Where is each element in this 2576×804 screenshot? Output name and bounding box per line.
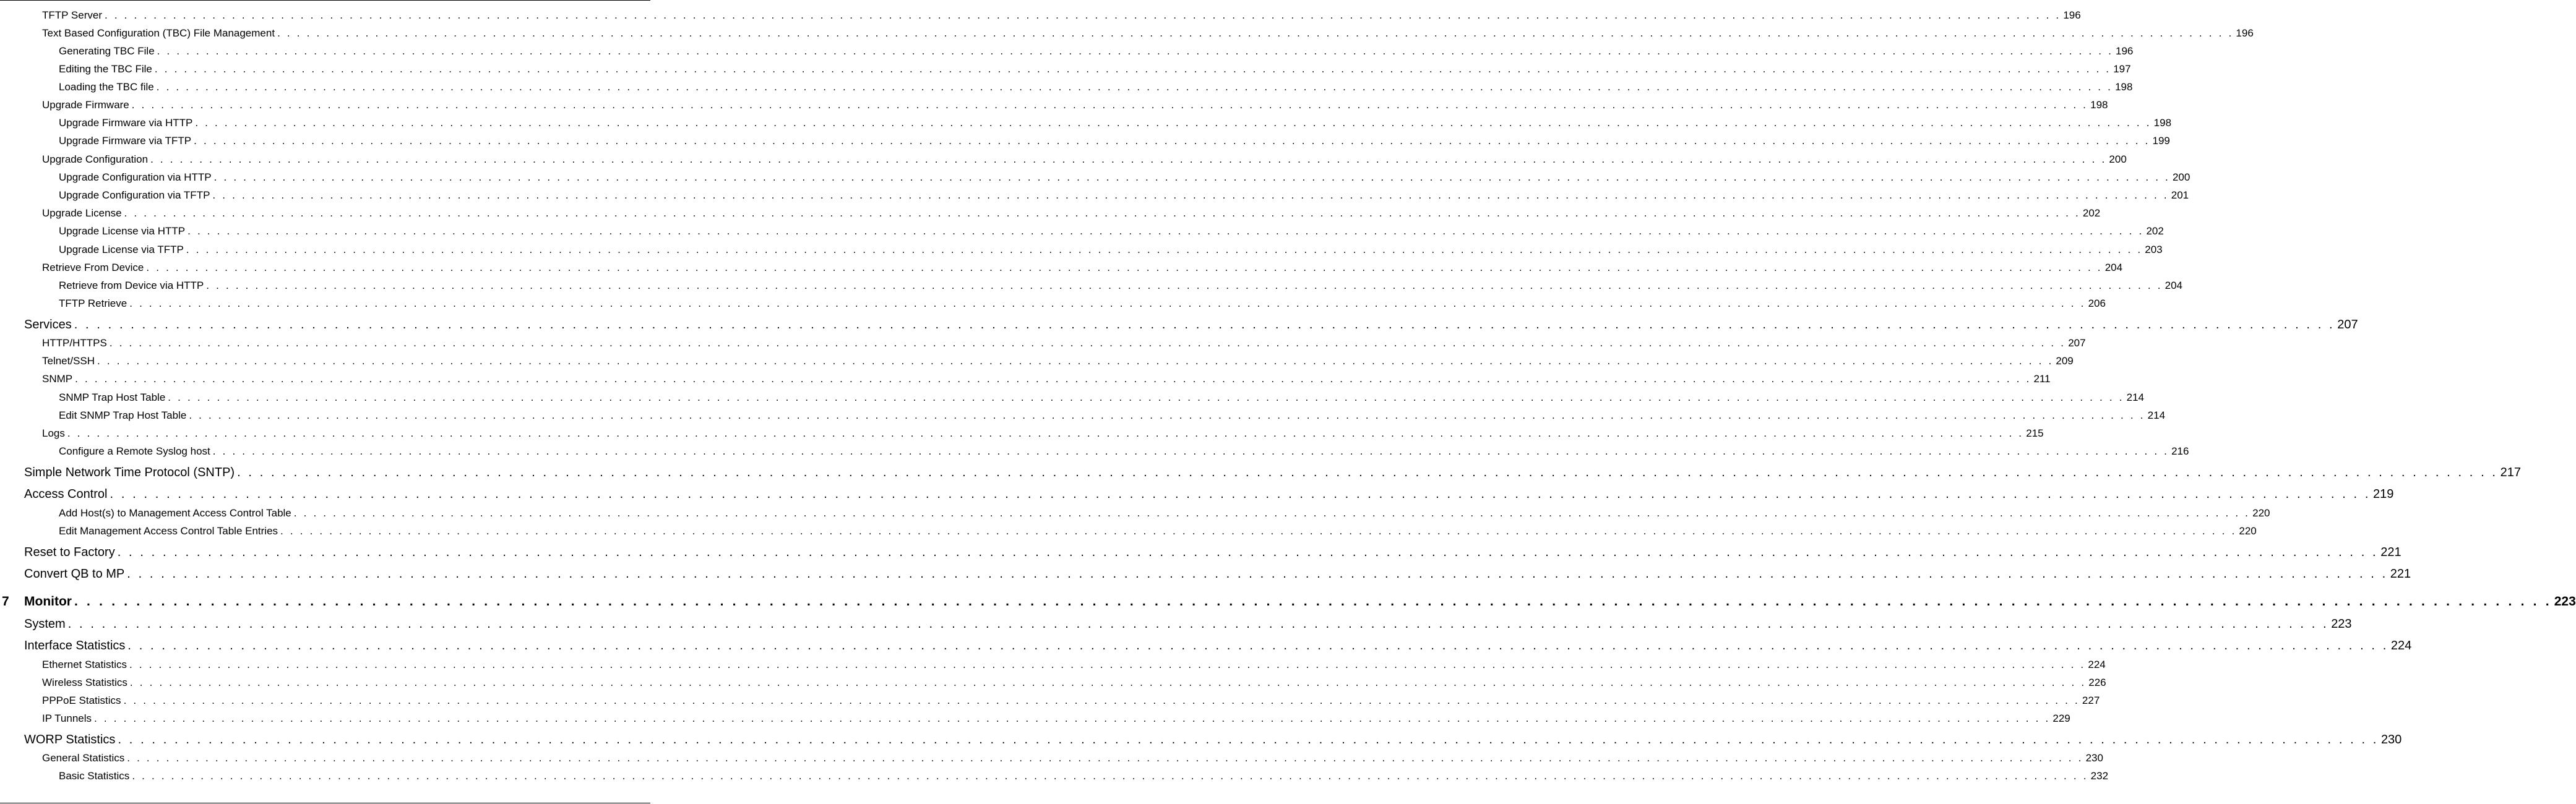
toc-entry[interactable] [59, 409, 2166, 421]
toc-entry-page: 198 [2090, 99, 2108, 111]
toc-entry[interactable] [42, 337, 2086, 349]
toc-entry-title: SNMP [42, 373, 73, 385]
toc-entry[interactable] [42, 373, 2051, 385]
toc-entry-title: Wireless Statistics [42, 677, 127, 688]
toc-entry[interactable] [24, 318, 2358, 331]
toc-entry-title: WORP Statistics [24, 733, 116, 746]
dot-leader: . . . . . . . . . . . . . . . . . . . . . . . . . . . . . . . . . . . . . . . . . . . . . . . . . . . . . . . . . . . . . . . . . . . . . . . . . . . . . . . . . . . . . . . . . . . . . . . . . . . . . . . . . . . . . . . . . . . . . . . . . . . . . . . . . . . . . . . . . . . . . . . . . . . . . . . . . . . . . . . . . . . . . . . . . . . . . . . . . . . . . . . . . . . . . . . . . . . . . . . . [187, 225, 2144, 237]
toc-entry-page: 226 [2088, 677, 2106, 688]
toc-entry-title: Upgrade License [42, 207, 122, 219]
toc-entry[interactable] [42, 712, 2070, 724]
dot-leader: . . . . . . . . . . . . . . . . . . . . . . . . . . . . . . . . . . . . . . . . . . . . . . . . . . . . . . . . . . . . . . . . . . . . . . . . . . . . . . . . . . . . . . . . . . . . . . . . . . . . . . . . . . . . . . . . . . . . . . . . . . . . . . . . . . . . . . . . . . . . . . . . . . . . . . . . . . . . . . . . . . . . . . . . . . . . . . . . . . . . . . . . . . . . . . . . . . . . . . . . [194, 135, 2150, 147]
toc-entry-title: HTTP/HTTPS [42, 337, 107, 349]
toc-entry-title: Upgrade Firmware via TFTP [59, 135, 192, 147]
toc-entry-title: Telnet/SSH [42, 355, 95, 367]
toc-entry-page: 221 [2390, 567, 2411, 581]
toc-entry[interactable] [24, 567, 2411, 581]
toc-entry-title: Retrieve From Device [42, 262, 144, 273]
toc-entry-page: 216 [2171, 445, 2189, 457]
toc-entry-page: 196 [2236, 27, 2254, 39]
top-rule [0, 0, 650, 1]
toc-entry[interactable] [59, 189, 2189, 201]
dot-leader: . . . . . . . . . . . . . . . . . . . . . . . . . . . . . . . . . . . . . . . . . . . . . . . . . . . . . . . . . . . . . . . . . . . . . . . . . . . . . . . . . . . . . . . . . . . . . . . . . . . . . . . . . . . . . . . . . . . . . . . . . . . . . . . . . . . . . . . . . . . . . . . . . . . . . . . . . . . . . . . . . . . . . . . . . . . . . . . . . . . . . . . . . . . . . . . . . . . . . . . . [195, 117, 2152, 129]
toc-entry-title: SNMP Trap Host Table [59, 391, 166, 403]
dot-leader: . . . . . . . . . . . . . . . . . . . . . . . . . . . . . . . . . . . . . . . . . . . . . . . . . . . . . . . . . . . . . . . . . . . . . . . . . . . . . . . . . . . . . . . . . . . . . . . . . . . . . . . . . . . . . . . . . . . . . . . . . . . . . . . . . . . . . . . . . . . . . . . . . . . . . . . . . . . . . . . . . . . . . . . . . . . . . . . . . . . . . . . . . . . . . . . . . . . . . . . . [124, 207, 2080, 219]
dot-leader: . . . . . . . . . . . . . . . . . . . . . . . . . . . . . . . . . . . . . . . . . . . . . . . . . . . . . . . . . . . . . . . . . . . . . . . . . . . . . . . . . . . . . . . . . . . . . . . . . . . . . . . . . . . . . . . . . . . . . . . . . . . . . . . . . . . . . . . . . . . . . . . . . . . . . . . . . . . . . . . . . . . . . . . . . . . . . . . . . . . . . . . . . . . . . . . . . . . . . . . . [131, 99, 2088, 111]
dot-leader: . . . . . . . . . . . . . . . . . . . . . . . . . . . . . . . . . . . . . . . . . . . . . . . . . . . . . . . . . . . . . . . . . . . . . . . . . . . . . . . . . . . . . . . . . . . . . . . . . . . . . . . . . . . . . . . . . . . . . . . . . . . . . . . . . . . . . . . . . . . . . . . . . . . . . . . . . . . . . . . . . . . . . . . . . . . . . . . . . . . . . . . . . . . . . . . . . . . . . . . . [212, 189, 2169, 201]
toc-entry-title: Upgrade License via TFTP [59, 244, 184, 255]
toc-entry-title: IP Tunnels [42, 712, 92, 724]
toc-entry-page: 227 [2082, 695, 2100, 706]
toc-entry-page: 223 [2331, 617, 2352, 631]
toc-entry[interactable] [24, 617, 2352, 631]
toc-entry[interactable] [42, 677, 2106, 688]
toc-entry-title: Services [24, 318, 72, 331]
toc-entry[interactable] [59, 525, 2257, 537]
toc-entry-page: 229 [2053, 712, 2070, 724]
toc-entry[interactable] [42, 695, 2100, 706]
dot-leader: . . . . . . . . . . . . . . . . . . . . . . . . . . . . . . . . . . . . . . . . . . . . . . . . . . . . . . . . . . . . . . . . . . . . . . . . . . . . . . . . . . . . . . . . . . . . . . . . . . . . . . . . . . . . . . . . . . . . . . . . . . . . . . . . . . . . . . . . . . . . . . . . . . . . . . . . . . . . . . . . . . . . . . . . . . . . . . . . . . . . . . . . . . . . . . . . . . . . . . . . [129, 659, 2086, 670]
toc-entry-title: Interface Statistics [24, 639, 126, 652]
toc-entry-title: Reset to Factory [24, 545, 115, 559]
toc-entry-page: 199 [2152, 135, 2170, 147]
toc-entry[interactable] [24, 487, 2394, 501]
dot-leader: . . . . . . . . . . . . . . . . . . . . . . . . . . . . . . . . . . . . . . . . . . . . . . . . . . . . . . . . . . . . . . . . . . . . . . . . . . . . . . . . . . . . . . . . . . . . . . . . . . . . . . . . . . . . . . . . . . . . . . . . . . . . . . . . . . . . . . . . . . . . . . . . . . . . . . . . . . . . . . . . . . . . . . . . . . . . . . . . . . . . . . . . . . . . . . . . . . . . . . . . [156, 81, 2113, 93]
toc-chapter-entry[interactable] [2, 594, 2576, 609]
toc-entry[interactable] [42, 752, 2103, 764]
toc-entry-title: Add Host(s) to Management Access Control Table [59, 507, 291, 519]
toc-entry-title: Access Control [24, 487, 108, 501]
dot-leader: . . . . . . . . . . . . . . . . . . . . . . . . . . . . . . . . . . . . . . . . . . . . . . . . . . . . . . . . . . . . . . . . . . . . . . . . . . . . . . . . . . . . . . . . . . . . . . . . . . . . . . . . . . . . . . . . . . . . . . . . . . . . . . . . . . . . . . . . . . . . . . . . . . . . . . . . . . . . . . . . . . . . . . . . . . . . . . . . . . . . . . . . . . . . . . . . . . . . . . . . [277, 27, 2234, 39]
toc-entry[interactable] [42, 153, 2127, 165]
dot-leader: . . . . . . . . . . . . . . . . . . . . . . . . . . . . . . . . . . . . . . . . . . . . . . . . . . . . . . . . . . . . . . . . . . . . . . . . . . . . . . . . . . . . . . . . . . . . . . . . . . . . . . . . . . . . . . . . . . . . . . . . . . . . . . . . . . . . . . . . . . . . . . . . . . . . . . . . . . . . . . . . . . . . . . . . . . . . . . . . . . . . . . . . . . . . . . . . . . . . . . . . [129, 677, 2087, 688]
toc-entry-page: 203 [2145, 244, 2163, 255]
toc-entry-page: 230 [2085, 752, 2103, 764]
toc-entry-page: 198 [2153, 117, 2172, 129]
toc-entry-page: 232 [2090, 770, 2109, 782]
toc-entry[interactable] [42, 427, 2044, 439]
toc-entry-title: Upgrade License via HTTP [59, 225, 186, 237]
toc-entry[interactable] [42, 262, 2123, 273]
toc-entry[interactable] [59, 63, 2131, 75]
dot-leader: . . . . . . . . . . . . . . . . . . . . . . . . . . . . . . . . . . . . . . . . . . . . . . . . . . . . . . . . . . . . . . . . . . . . . . . . . . . . . . . . . . . . . . . . . . . . . . . . . . . . . . . . . . . . . . . . . . . . . . . . . . . . . . . . . . . . . . . . . . . . . . . . . . . . . . . . . . . . . . . . . . . . . . . . . . . . . . . . . . . . . . . . . . . . . . . . . . . . . . . . [132, 770, 2088, 782]
toc-entry[interactable] [24, 466, 2521, 479]
toc-entry-page: 201 [2171, 189, 2189, 201]
toc-entry-page: 202 [2082, 207, 2101, 219]
toc-entry-page: 221 [2380, 545, 2402, 559]
toc-entry[interactable] [59, 225, 2164, 237]
toc-entry-page: 209 [2056, 355, 2074, 367]
dot-leader: . . . . . . . . . . . . . . . . . . . . . . . . . . . . . . . . . . . . . . . . . . . . . . . . . . . . . . . . . . . . . . . . . . . . . . . . . . . . . . . . . . . . . . . . . . . . . . . . . . . . . . . . . . . . . . . . . . . . . . . . . . . . . . . . . . . . . . . . . . . . . . . . . . . . . . . . . . . . . . . . . . . . . . . . . . . . . . . . . . . . . . . . . . . . . . . . . . . . . . . . [118, 733, 2379, 746]
toc-entry-page: 196 [2063, 9, 2081, 21]
toc-entry[interactable] [42, 99, 2108, 111]
toc-entry[interactable] [59, 244, 2163, 255]
toc-entry-title: Upgrade Configuration via TFTP [59, 189, 210, 201]
toc-entry[interactable] [59, 445, 2189, 457]
toc-entry-title: General Statistics [42, 752, 125, 764]
dot-leader: . . . . . . . . . . . . . . . . . . . . . . . . . . . . . . . . . . . . . . . . . . . . . . . . . . . . . . . . . . . . . . . . . . . . . . . . . . . . . . . . . . . . . . . . . . . . . . . . . . . . . . . . . . . . . . . . . . . . . . . . . . . . . . . . . . . . . . . . . . . . . . . . . . . . . . . . . . . . . . . . . . . . . . . . . . . . . . . . . . . . . . . . . . . . . . . . . . . . . . . . [127, 639, 2389, 652]
toc-entry[interactable] [59, 45, 2134, 57]
toc-entry-title: Edit Management Access Control Table Entries [59, 525, 278, 537]
toc-entry[interactable] [42, 355, 2074, 367]
dot-leader: . . . . . . . . . . . . . . . . . . . . . . . . . . . . . . . . . . . . . . . . . . . . . . . . . . . . . . . . . . . . . . . . . . . . . . . . . . . . . . . . . . . . . . . . . . . . . . . . . . . . . . . . . . . . . . . . . . . . . . . . . . . . . . . . . . . . . . . . . . . . . . . . . . . . . . . . . . . . . . . . . . . . . . . . . . . . . . . . . . . . . . . . . . . . . . . . . . . . . . . . [293, 507, 2251, 519]
toc-entry-title: TFTP Retrieve [59, 297, 127, 309]
dot-leader: . . . . . . . . . . . . . . . . . . . . . . . . . . . . . . . . . . . . . . . . . . . . . . . . . . . . . . . . . . . . . . . . . . . . . . . . . . . . . . . . . . . . . . . . . . . . . . . . . . . . . . . . . . . . . . . . . . . . . . . . . . . . . . . . . . . . . . . . . . . . . . . . . . . . . . . . . . . . . . . . . . . . . . . . . . . . . . . . . . . . . . . . . . . . . . . . . . . . . . . . [146, 262, 2103, 273]
dot-leader: . . . . . . . . . . . . . . . . . . . . . . . . . . . . . . . . . . . . . . . . . . . . . . . . . . . . . . . . . . . . . . . . . . . . . . . . . . . . . . . . . . . . . . . . . . . . . . . . . . . . . . . . . . . . . . . . . . . . . . . . . . . . . . . . . . . . . . . . . . . . . . . . . . . . . . . . . . . . . . . . . . . . . . . . . . . . . . . . . . . . . . . . . . . . . . . . . . . . . . . . [110, 487, 2371, 501]
toc-entry-page: 214 [2126, 391, 2145, 403]
toc-entry-page: 215 [2026, 427, 2044, 439]
toc-entry-title: Loading the TBC file [59, 81, 154, 93]
toc-entry[interactable] [59, 280, 2182, 291]
dot-leader: . . . . . . . . . . . . . . . . . . . . . . . . . . . . . . . . . . . . . . . . . . . . . . . . . . . . . . . . . . . . . . . . . . . . . . . . . . . . . . . . . . . . . . . . . . . . . . . . . . . . . . . . . . . . . . . . . . . . . . . . . . . . . . . . . . . . . . . . . . . . . . . . . . . . . . . . . . . . . . . . . . . . . . . . . . . . . . . . . . . . . . . . . . . . . . . . . . . . . . . . [127, 752, 2083, 764]
toc-entry-page: 202 [2146, 225, 2164, 237]
dot-leader: . . . . . . . . . . . . . . . . . . . . . . . . . . . . . . . . . . . . . . . . . . . . . . . . . . . . . . . . . . . . . . . . . . . . . . . . . . . . . . . . . . . . . . . . . . . . . . . . . . . . . . . . . . . . . . . . . . . . . . . . . . . . . . . . . . . . . . . . . . . . . . . . . . . . . . . . . . . . . . . . . . . . . . . . . . . . . . . . . . . . . . . . . . . . . . . . . . . . . . . . [67, 617, 2329, 631]
toc-entry-page: 197 [2113, 63, 2131, 75]
toc-entry-page: 200 [2172, 171, 2190, 183]
toc-entry-page: 220 [2239, 525, 2257, 537]
dot-leader: . . . . . . . . . . . . . . . . . . . . . . . . . . . . . . . . . . . . . . . . . . . . . . . . . . . . . . . . . . . . . . . . . . . . . . . . . . . . . . . . . . . . . . . . . . . . . . . . . . . . . . . . . . . . . . . . . . . . . . . . . . . . . . . . . . . . . . . . . . . . . . . . . . . . . . . . . . . . . . . . . . . . . . . . . . . . . . . . . . . . . . . . . . . . . . . . . . . . . . . . [117, 545, 2379, 559]
toc-entry-page: 230 [2380, 733, 2402, 746]
toc-entry-page: 206 [2088, 297, 2106, 309]
toc-entry-title: Text Based Configuration (TBC) File Management [42, 27, 275, 39]
dot-leader: . . . . . . . . . . . . . . . . . . . . . . . . . . . . . . . . . . . . . . . . . . . . . . . . . . . . . . . . . . . . . . . . . . . . . . . . . . . . . . . . . . . . . . . . . . . . . . . . . . . . . . . . . . . . . . . . . . . . . . . . . . . . . . . . . . . . . . . . . . . . . . . . . . . . . . . . . . . . . . . . . . . . . . . . . . . . . . . . . . . . . . . . . . . . . . . . . . . . . . . . [109, 337, 2066, 349]
toc-entry-title: Edit SNMP Trap Host Table [59, 409, 187, 421]
toc-entry[interactable] [59, 135, 2170, 147]
toc-entry-title: Monitor [24, 594, 72, 609]
toc-entry-title: Upgrade Firmware via HTTP [59, 117, 193, 129]
toc-entry-title: Upgrade Configuration [42, 153, 149, 165]
dot-leader: . . . . . . . . . . . . . . . . . . . . . . . . . . . . . . . . . . . . . . . . . . . . . . . . . . . . . . . . . . . . . . . . . . . . . . . . . . . . . . . . . . . . . . . . . . . . . . . . . . . . . . . . . . . . . . . . . . . . . . . . . . . . . . . . . . . . . . . . . . . . . . . . . . . . . . . . . . . . . . . . . . . . . . . . . . . . . . . . . . . . . . . . . . . . . . . . . . . . . . . . [186, 244, 2143, 255]
dot-leader: . . . . . . . . . . . . . . . . . . . . . . . . . . . . . . . . . . . . . . . . . . . . . . . . . . . . . . . . . . . . . . . . . . . . . . . . . . . . . . . . . . . . . . . . . . . . . . . . . . . . . . . . . . . . . . . . . . . . . . . . . . . . . . . . . . . . . . . . . . . . . . . . . . . . . . . . . . . . . . . . . . . . . . . . . . . . . . . . . . . . . . . . . . . . . . . . . . . . . . . . [157, 45, 2113, 57]
toc-entry-title: Generating TBC File [59, 45, 155, 57]
toc-entry-title: TFTP Server [42, 9, 102, 21]
toc-entry[interactable] [24, 733, 2402, 746]
dot-leader: . . . . . . . . . . . . . . . . . . . . . . . . . . . . . . . . . . . . . . . . . . . . . . . . . . . . . . . . . . . . . . . . . . . . . . . . . . . . . . . . . . . . . . . . . . . . . . . . . . . . . . . . . . . . . . . . . . . . . . . . . . . . . . . . . . . . . . . . . . . . . . . . . . . . . . . . . . . . . . . . . . . . . . . . . . . . . . . . . . . . . . . . . . . . . . . . . . . . . . . . [67, 427, 2024, 439]
dot-leader: . . . . . . . . . . . . . . . . . . . . . . . . . . . . . . . . . . . . . . . . . . . . . . . . . . . . . . . . . . . . . . . . . . . . . . . . . . . . . . . . . . . . . . . . . . . . . . . . . . . . . . . . . . . . . . . . . . . . . . . . . . . . . . . . . . . . . . . . . . . . . . . . . . . . . . . . . . . . . . . . . . . . . . . . . . . . . . . . . . . . . . . . . . . . . . . . . . . . . . . . [94, 712, 2051, 724]
toc-entry[interactable] [59, 171, 2190, 183]
toc-entry[interactable] [42, 659, 2106, 670]
toc-entry-page: 219 [2373, 487, 2394, 501]
toc-entry-page: 198 [2115, 81, 2133, 93]
dot-leader: . . . . . . . . . . . . . . . . . . . . . . . . . . . . . . . . . . . . . . . . . . . . . . . . . . . . . . . . . . . . . . . . . . . . . . . . . . . . . . . . . . . . . . . . . . . . . . . . . . . . . . . . . . . . . . . . . . . . . . . . . . . . . . . . . . . . . . . . . . . . . . . . . . . . . . . . . . . . . . . . . . . . . . . . . . . . . . . . . . . . . . . . . . . . . . . . . . . . . . . . [97, 355, 2054, 367]
toc-entry[interactable] [42, 9, 2081, 21]
toc-entry[interactable] [59, 117, 2172, 129]
dot-leader: . . . . . . . . . . . . . . . . . . . . . . . . . . . . . . . . . . . . . . . . . . . . . . . . . . . . . . . . . . . . . . . . . . . . . . . . . . . . . . . . . . . . . . . . . . . . . . . . . . . . . . . . . . . . . . . . . . . . . . . . . . . . . . . . . . . . . . . . . . . . . . . . . . . . . . . . . . . . . . . . . . . . . . . . . . . . . . . . . . . . . . . . . . . . . . . . . . . . . . . . [280, 525, 2237, 537]
dot-leader: . . . . . . . . . . . . . . . . . . . . . . . . . . . . . . . . . . . . . . . . . . . . . . . . . . . . . . . . . . . . . . . . . . . . . . . . . . . . . . . . . . . . . . . . . . . . . . . . . . . . . . . . . . . . . . . . . . . . . . . . . . . . . . . . . . . . . . . . . . . . . . . . . . . . . . . . . . . . . . . . . . . . . . . . . . . . . . . . . . . . . . . . . . . . . . . . . . . . . . . . [150, 153, 2107, 165]
dot-leader: . . . . . . . . . . . . . . . . . . . . . . . . . . . . . . . . . . . . . . . . . . . . . . . . . . . . . . . . . . . . . . . . . . . . . . . . . . . . . . . . . . . . . . . . . . . . . . . . . . . . . . . . . . . . . . . . . . . . . . . . . . . . . . . . . . . . . . . . . . . . . . . . . . . . . . . . . . . . . . . . . . . . . . . . . . . . . . . . . . . . . . . . . . . . . . . . . . . . . . . . [189, 409, 2145, 421]
dot-leader: . . . . . . . . . . . . . . . . . . . . . . . . . . . . . . . . . . . . . . . . . . . . . . . . . . . . . . . . . . . . . . . . . . . . . . . . . . . . . . . . . . . . . . . . . . . . . . . . . . . . . . . . . . . . . . . . . . . . . . . . . . . . . . . . . . . . . . . . . . . . . . . . . . . . . . . . . . . . . . . . . . . . . . . . . . . . . . . . . . . . . . . . . . . . . . . . . . . . . . . . [75, 373, 2031, 385]
dot-leader: . . . . . . . . . . . . . . . . . . . . . . . . . . . . . . . . . . . . . . . . . . . . . . . . . . . . . . . . . . . . . . . . . . . . . . . . . . . . . . . . . . . . . . . . . . . . . . . . . . . . . . . . . . . . . . . . . . . . . . . . . . . . . . . . . . . . . . . . . . . . . . . . . . . . . . . . . . . . . . . . . . . . . . . . . . . . . . . . . . . . . . . . . . . . . . . . . . . . . . . . [123, 695, 2080, 706]
dot-leader: . . . . . . . . . . . . . . . . . . . . . . . . . . . . . . . . . . . . . . . . . . . . . . . . . . . . . . . . . . . . . . . . . . . . . . . . . . . . . . . . . . . . . . . . . . . . . . . . . . . . . . . . . . . . . . . . . . . . . . . . . . . . . . . . . . . . . . . . . . . . . . . . . . . . . . . . . . . . . . . . . . . . . . . . . . . . . . . . . . . . . . . . . . . . . . . . . . . . . . . . [154, 63, 2111, 75]
toc-entry[interactable] [59, 81, 2133, 93]
toc-entry[interactable] [59, 391, 2145, 403]
toc-entry-title: System [24, 617, 66, 631]
toc-entry-title: Configure a Remote Syslog host [59, 445, 210, 457]
toc-entry-title: Simple Network Time Protocol (SNTP) [24, 466, 235, 479]
toc-entry-page: 207 [2337, 318, 2358, 331]
toc-entry-title: PPPoE Statistics [42, 695, 121, 706]
toc-entry-title: Basic Statistics [59, 770, 130, 782]
toc-entry[interactable] [42, 207, 2101, 219]
dot-leader: . . . . . . . . . . . . . . . . . . . . . . . . . . . . . . . . . . . . . . . . . . . . . . . . . . . . . . . . . . . . . . . . . . . . . . . . . . . . . . . . . . . . . . . . . . . . . . . . . . . . . . . . . . . . . . . . . . . . . . . . . . . . . . . . . . . . . . . . . . . . . . . . . . . . . . . . . . . . . . . . . . . . . . . . . . . . . . . . . . . . . . . . . . . . . . . . . . . . . . . . [129, 297, 2086, 309]
dot-leader: . . . . . . . . . . . . . . . . . . . . . . . . . . . . . . . . . . . . . . . . . . . . . . . . . . . . . . . . . . . . . . . . . . . . . . . . . . . . . . . . . . . . . . . . . . . . . . . . . . . . . . . . . . . . . . . . . . . . . . . . . . . . . . . . . . . . . . . . . . . . . . . . . . . . . . . . . . . . . . . . . . . . . . . . . . . . . . . . . . . . . . . . . . . . . . . . . . . . . . . . [212, 445, 2169, 457]
dot-leader: . . . . . . . . . . . . . . . . . . . . . . . . . . . . . . . . . . . . . . . . . . . . . . . . . . . . . . . . . . . . . . . . . . . . . . . . . . . . . . . . . . . . . . . . . . . . . . . . . . . . . . . . . . . . . . . . . . . . . . . . . . . . . . . . . . . . . . . . . . . . . . . . . . . . . . . . . . . . . . . . . . . . . . . . . . . . . . . . . . . . . . . . . . . . . . . . . . . . . . . . [74, 594, 2552, 609]
toc-entry-title: Upgrade Firmware [42, 99, 129, 111]
dot-leader: . . . . . . . . . . . . . . . . . . . . . . . . . . . . . . . . . . . . . . . . . . . . . . . . . . . . . . . . . . . . . . . . . . . . . . . . . . . . . . . . . . . . . . . . . . . . . . . . . . . . . . . . . . . . . . . . . . . . . . . . . . . . . . . . . . . . . . . . . . . . . . . . . . . . . . . . . . . . . . . . . . . . . . . . . . . . . . . . . . . . . . . . . . . . . . . . . . . . . . . . [213, 171, 2170, 183]
toc-entry-page: 214 [2147, 409, 2166, 421]
dot-leader: . . . . . . . . . . . . . . . . . . . . . . . . . . . . . . . . . . . . . . . . . . . . . . . . . . . . . . . . . . . . . . . . . . . . . . . . . . . . . . . . . . . . . . . . . . . . . . . . . . . . . . . . . . . . . . . . . . . . . . . . . . . . . . . . . . . . . . . . . . . . . . . . . . . . . . . . . . . . . . . . . . . . . . . . . . . . . . . . . . . . . . . . . . . . . . . . . . . . . . . . [127, 567, 2388, 581]
toc-entry-page: 223 [2554, 594, 2576, 609]
toc-entry-title: Ethernet Statistics [42, 659, 127, 670]
toc-entry-page: 217 [2500, 466, 2521, 479]
toc-entry-page: 220 [2252, 507, 2270, 519]
toc-entry-title: Upgrade Configuration via HTTP [59, 171, 212, 183]
dot-leader: . . . . . . . . . . . . . . . . . . . . . . . . . . . . . . . . . . . . . . . . . . . . . . . . . . . . . . . . . . . . . . . . . . . . . . . . . . . . . . . . . . . . . . . . . . . . . . . . . . . . . . . . . . . . . . . . . . . . . . . . . . . . . . . . . . . . . . . . . . . . . . . . . . . . . . . . . . . . . . . . . . . . . . . . . . . . . . . . . . . . . . . . . . . . . . . . . . . . . . . . [206, 280, 2163, 291]
toc-entry-title: Convert QB to MP [24, 567, 125, 581]
toc-entry-page: 196 [2116, 45, 2134, 57]
toc-entry-page: 204 [2165, 280, 2182, 291]
toc-entry-page: 224 [2088, 659, 2106, 670]
toc-entry-page: 224 [2390, 639, 2412, 652]
toc-entry[interactable] [24, 639, 2412, 652]
dot-leader: . . . . . . . . . . . . . . . . . . . . . . . . . . . . . . . . . . . . . . . . . . . . . . . . . . . . . . . . . . . . . . . . . . . . . . . . . . . . . . . . . . . . . . . . . . . . . . . . . . . . . . . . . . . . . . . . . . . . . . . . . . . . . . . . . . . . . . . . . . . . . . . . . . . . . . . . . . . . . . . . . . . . . . . . . . . . . . . . . . . . . . . . . . . . . . . . . . . . . . . . [104, 9, 2061, 21]
toc-entry-title: Editing the TBC File [59, 63, 152, 75]
toc-entry[interactable] [59, 297, 2106, 309]
toc-entry[interactable] [42, 27, 2254, 39]
dot-leader: . . . . . . . . . . . . . . . . . . . . . . . . . . . . . . . . . . . . . . . . . . . . . . . . . . . . . . . . . . . . . . . . . . . . . . . . . . . . . . . . . . . . . . . . . . . . . . . . . . . . . . . . . . . . . . . . . . . . . . . . . . . . . . . . . . . . . . . . . . . . . . . . . . . . . . . . . . . . . . . . . . . . . . . . . . . . . . . . . . . . . . . . . . . . . . . . . . . . . . . . [168, 391, 2124, 403]
toc-entry[interactable] [59, 507, 2270, 519]
chapter-number: 7 [2, 594, 9, 609]
toc-entry[interactable] [59, 770, 2109, 782]
dot-leader: . . . . . . . . . . . . . . . . . . . . . . . . . . . . . . . . . . . . . . . . . . . . . . . . . . . . . . . . . . . . . . . . . . . . . . . . . . . . . . . . . . . . . . . . . . . . . . . . . . . . . . . . . . . . . . . . . . . . . . . . . . . . . . . . . . . . . . . . . . . . . . . . . . . . . . . . . . . . . . . . . . . . . . . . . . . . . . . . . . . . . . . . . . . . . . . . . . . . . . . . [74, 318, 2335, 331]
toc-entry-page: 204 [2104, 262, 2123, 273]
dot-leader: . . . . . . . . . . . . . . . . . . . . . . . . . . . . . . . . . . . . . . . . . . . . . . . . . . . . . . . . . . . . . . . . . . . . . . . . . . . . . . . . . . . . . . . . . . . . . . . . . . . . . . . . . . . . . . . . . . . . . . . . . . . . . . . . . . . . . . . . . . . . . . . . . . . . . . . . . . . . . . . . . . . . . . . . . . . . . . . . . . . . . . . . . . . . . . . . . . . . . . . . [237, 466, 2498, 479]
toc-entry-page: 200 [2109, 153, 2127, 165]
toc-entry-page: 211 [2033, 373, 2051, 385]
toc-entry-title: Logs [42, 427, 65, 439]
toc-entry-title: Retrieve from Device via HTTP [59, 280, 204, 291]
toc-entry-page: 207 [2068, 337, 2086, 349]
toc-entry[interactable] [24, 545, 2402, 559]
